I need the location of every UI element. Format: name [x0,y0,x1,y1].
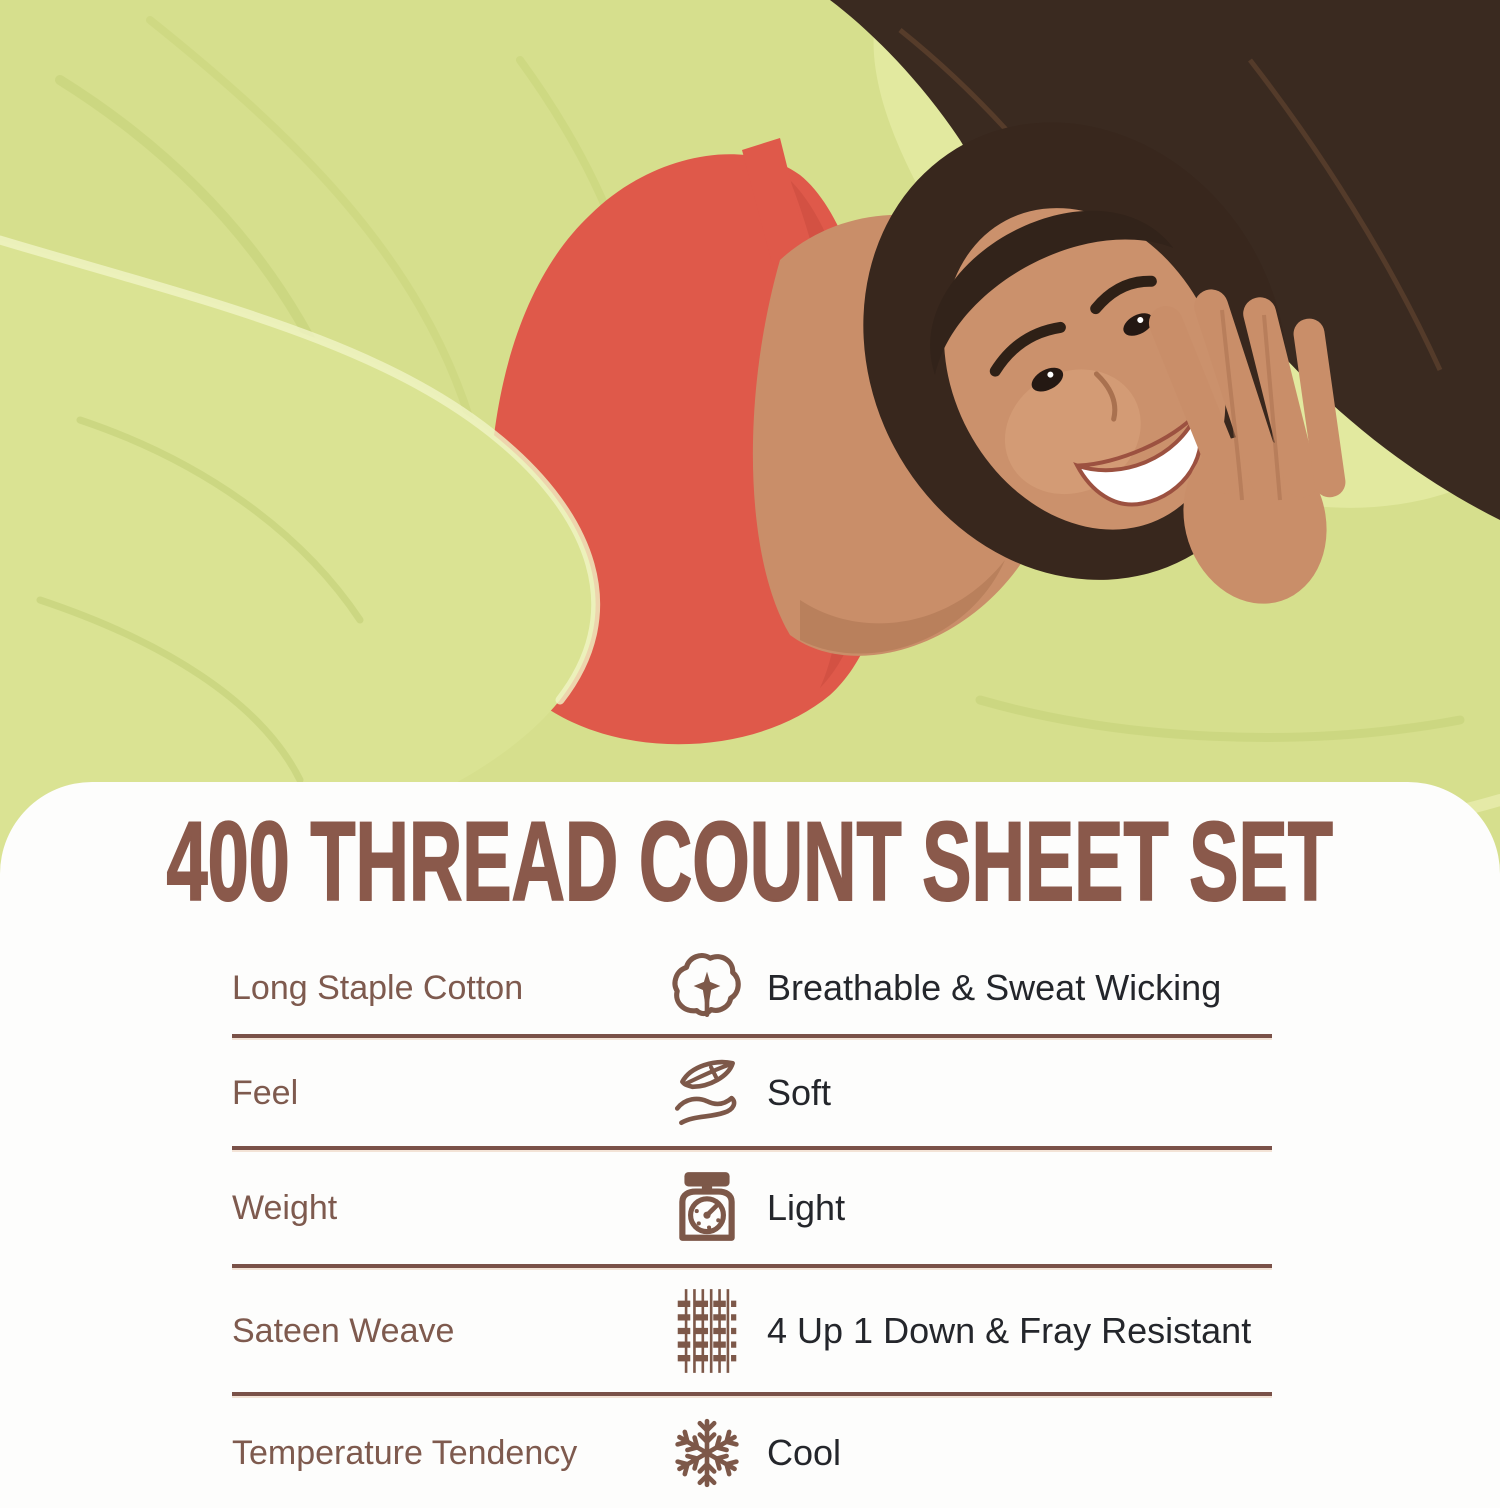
feature-value: Soft [767,1072,832,1113]
page-title: 400 THREAD COUNT SHEET SET [166,799,1334,924]
snowflake-icon [662,1414,752,1492]
feature-value: Cool [767,1432,842,1473]
feature-label: Sateen Weave [232,1311,455,1350]
title-wrap [0,782,1500,942]
info-panel [0,782,1500,1478]
feature-row-weight [232,1152,1272,1264]
feature-value: Light [767,1187,846,1228]
feature-row-temperature-tendency [232,1398,1272,1508]
feature-label: Weight [232,1188,338,1227]
feature-label: Temperature Tendency [232,1433,578,1472]
feather-hand-icon [662,1054,752,1132]
feature-row-sateen-weave [232,1270,1272,1392]
cotton-boll-icon [662,949,752,1027]
feature-label: Feel [232,1073,299,1112]
fabric-weave-icon [662,1285,752,1377]
feature-label: Long Staple Cotton [232,968,524,1007]
feature-row-feel [232,1040,1272,1146]
kitchen-scale-icon [662,1169,752,1247]
feature-value: Breathable & Sweat Wicking [767,967,1222,1008]
feature-value: 4 Up 1 Down & Fray Resistant [767,1310,1252,1351]
feature-row-long-staple-cotton [232,942,1272,1034]
feature-table [232,942,1272,1508]
